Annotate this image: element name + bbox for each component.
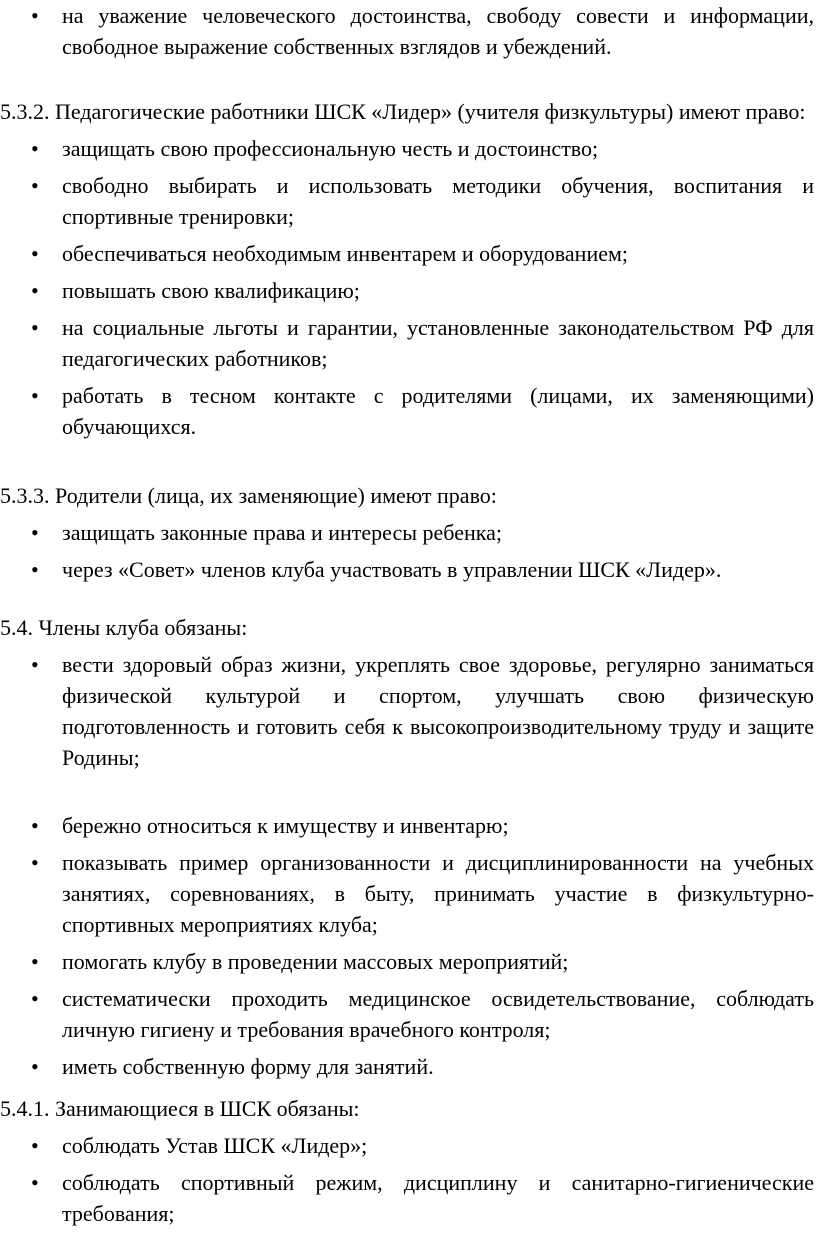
list-item: • на социальные льготы и гарантии, установленные законодательством РФ для педагогических работников;	[0, 312, 816, 374]
section-heading: 5.4.1. Занимающиеся в ШСК обязаны:	[0, 1096, 360, 1121]
teacher-rights-list	[0, 133, 816, 442]
list-item: • помогать клубу в проведении массовых мероприятий;	[0, 946, 816, 977]
list-item: • через «Совет» членов клуба участвовать в управлении ШСК «Лидер».	[0, 554, 816, 585]
list-item: • защищать свою профессиональную честь и достоинство;	[0, 133, 816, 164]
list-item: • обеспечиваться необходимым инвентарем и оборудованием;	[0, 238, 816, 269]
rights-continuation-block	[0, 0, 816, 68]
list-item: • соблюдать спортивный режим, дисциплину и санитарно-гигиенические требования;	[0, 1167, 816, 1229]
section-5-4-1	[0, 1093, 816, 1235]
list-item: • работать в тесном контакте с родителями (лицами, их заменяющими) обучающихся.	[0, 380, 816, 442]
list-item: • показывать пример организованности и дисциплинированности на учебных занятиях, соревнованиях, в быту, принимать участие в физкультурно-спортивных мероприятиях клуба;	[0, 847, 816, 940]
list-item: • на уважение человеческого достоинства, свободу совести и информации, свободное выражение собственных взглядов и убеждений.	[0, 0, 816, 62]
section-5-3-3	[0, 480, 816, 591]
section-5-4	[0, 612, 816, 1088]
member-duties-list	[0, 649, 816, 1082]
section-heading: 5.4. Члены клуба обязаны:	[0, 615, 248, 640]
list-item: • свободно выбирать и использовать методики обучения, воспитания и спортивные тренировки;	[0, 170, 816, 232]
list-item: • повышать свою квалификацию;	[0, 275, 816, 306]
list-item: • иметь собственную форму для занятий.	[0, 1051, 816, 1082]
list-item: • систематически проходить медицинское освидетельствование, соблюдать личную гигиену и требования врачебного контроля;	[0, 983, 816, 1045]
section-heading: 5.3.2. Педагогические работники ШСК «Лидер» (учителя физкультуры) имеют право:	[0, 99, 806, 124]
section-5-3-2	[0, 96, 816, 448]
list-item: • защищать законные права и интересы ребенка;	[0, 517, 816, 548]
section-heading: 5.3.3. Родители (лица, их заменяющие) имеют право:	[0, 483, 497, 508]
list-item: • соблюдать Устав ШСК «Лидер»;	[0, 1130, 816, 1161]
list-item: • бережно относиться к имуществу и инвентарю;	[0, 810, 816, 841]
list-item: • вести здоровый образ жизни, укреплять свое здоровье, регулярно заниматься физической культурой и спортом, улучшать свою физическую подготовленность и готовить себя к высокопроизводительному труду и защите Родины;	[0, 649, 816, 773]
parent-rights-list	[0, 517, 816, 585]
student-duties-list	[0, 1130, 816, 1229]
rights-continuation-list	[0, 0, 816, 62]
